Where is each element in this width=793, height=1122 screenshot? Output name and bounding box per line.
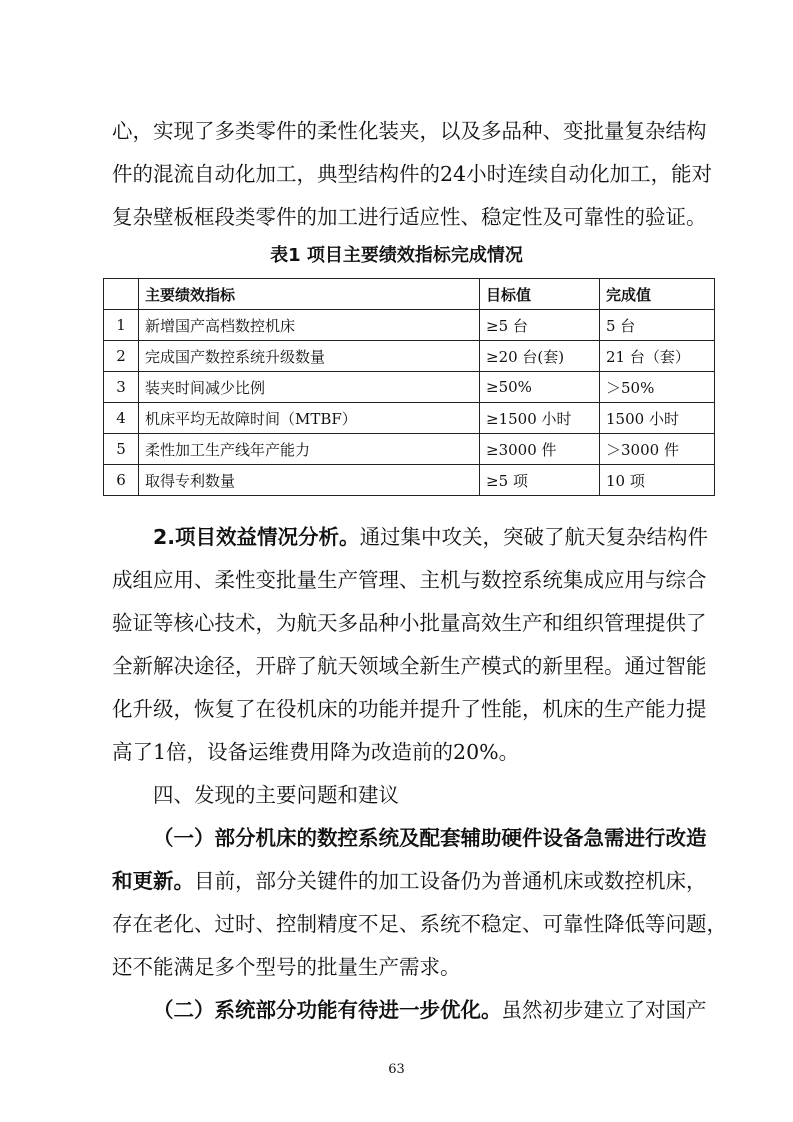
actual-cell: 1500 小时 [600, 403, 715, 434]
inline-text: 目前，部分关键件的加工设备仍为普通机床或数控机床， [194, 869, 707, 893]
text-line: 件的混流自动化加工，典型结构件的24小时连续自动化加工，能对 [112, 162, 713, 186]
text-line [153, 522, 708, 552]
table-row [104, 341, 715, 372]
target-cell: ≥5 台 [480, 310, 600, 341]
column-header-indicator: 主要绩效指标 [139, 279, 480, 310]
text-line: 成组应用、柔性变批量生产管理、主机与数控系统集成应用与综合 [112, 568, 707, 592]
column-header-no [104, 279, 139, 310]
page-number: 63 [388, 1062, 405, 1077]
row-number: 3 [104, 372, 139, 403]
row-number: 4 [104, 403, 139, 434]
indicator-cell: 取得专利数量 [139, 465, 480, 496]
section-4-title: 四、发现的主要问题和建议 [153, 783, 399, 807]
row-number: 6 [104, 465, 139, 496]
actual-cell: 21 台（套） [600, 341, 715, 372]
row-number: 2 [104, 341, 139, 372]
row-number: 1 [104, 310, 139, 341]
table-row [104, 465, 715, 496]
table-row [104, 310, 715, 341]
text-line: 存在老化、过时、控制精度不足、系统不稳定、可靠性降低等问题， [112, 912, 727, 936]
target-cell: ≥5 项 [480, 465, 600, 496]
text-line: 还不能满足多个型号的批量生产需求。 [112, 955, 461, 979]
section-2-heading: 2.项目效益情况分析。 [153, 525, 360, 549]
inline-text: 通过集中攻关，突破了航天复杂结构件 [359, 525, 709, 549]
issue-1-heading-end: 和更新。 [112, 869, 194, 893]
text-line: 全新解决途径，开辟了航天领域全新生产模式的新里程。通过智能 [112, 654, 707, 678]
target-cell: ≥1500 小时 [480, 403, 600, 434]
issue-2-paragraph [153, 995, 707, 1025]
column-header-actual: 完成值 [600, 279, 715, 310]
indicator-cell: 机床平均无故障时间（MTBF） [139, 403, 480, 434]
indicator-cell: 装夹时间减少比例 [139, 372, 480, 403]
actual-cell: 10 项 [600, 465, 715, 496]
table-row [104, 434, 715, 465]
inline-text: 虽然初步建立了对国产 [501, 998, 707, 1022]
target-cell: ≥50% [480, 372, 600, 403]
text-line: 验证等核心技术，为航天多品种小批量高效生产和组织管理提供了 [112, 611, 707, 635]
issue-2-heading: （二）系统部分功能有待进一步优化。 [153, 998, 502, 1022]
row-number: 5 [104, 434, 139, 465]
target-cell: ≥20 台(套) [480, 341, 600, 372]
column-header-target: 目标值 [480, 279, 600, 310]
table-row [104, 372, 715, 403]
text-line: 心，实现了多类零件的柔性化装夹，以及多品种、变批量复杂结构 [112, 119, 707, 143]
indicator-cell: 新增国产高档数控机床 [139, 310, 480, 341]
text-line: 高了1倍，设备运维费用降为改造前的20%。 [112, 740, 520, 764]
actual-cell: 5 台 [600, 310, 715, 341]
table-caption: 表1 项目主要绩效指标完成情况 [270, 245, 523, 266]
text-line: 复杂壁板框段类零件的加工进行适应性、稳定性及可靠性的验证。 [112, 205, 707, 229]
target-cell: ≥3000 件 [480, 434, 600, 465]
text-line: 化升级，恢复了在役机床的功能并提升了性能，机床的生产能力提 [112, 697, 707, 721]
indicator-cell: 完成国产数控系统升级数量 [139, 341, 480, 372]
actual-cell: ＞3000 件 [600, 434, 715, 465]
metrics-table [103, 278, 715, 496]
table-row [104, 403, 715, 434]
table-header-row [104, 279, 715, 310]
text-line [112, 866, 707, 896]
issue-1-heading: （一）部分机床的数控系统及配套辅助硬件设备急需进行改造 [153, 826, 707, 850]
indicator-cell: 柔性加工生产线年产能力 [139, 434, 480, 465]
actual-cell: ＞50% [600, 372, 715, 403]
